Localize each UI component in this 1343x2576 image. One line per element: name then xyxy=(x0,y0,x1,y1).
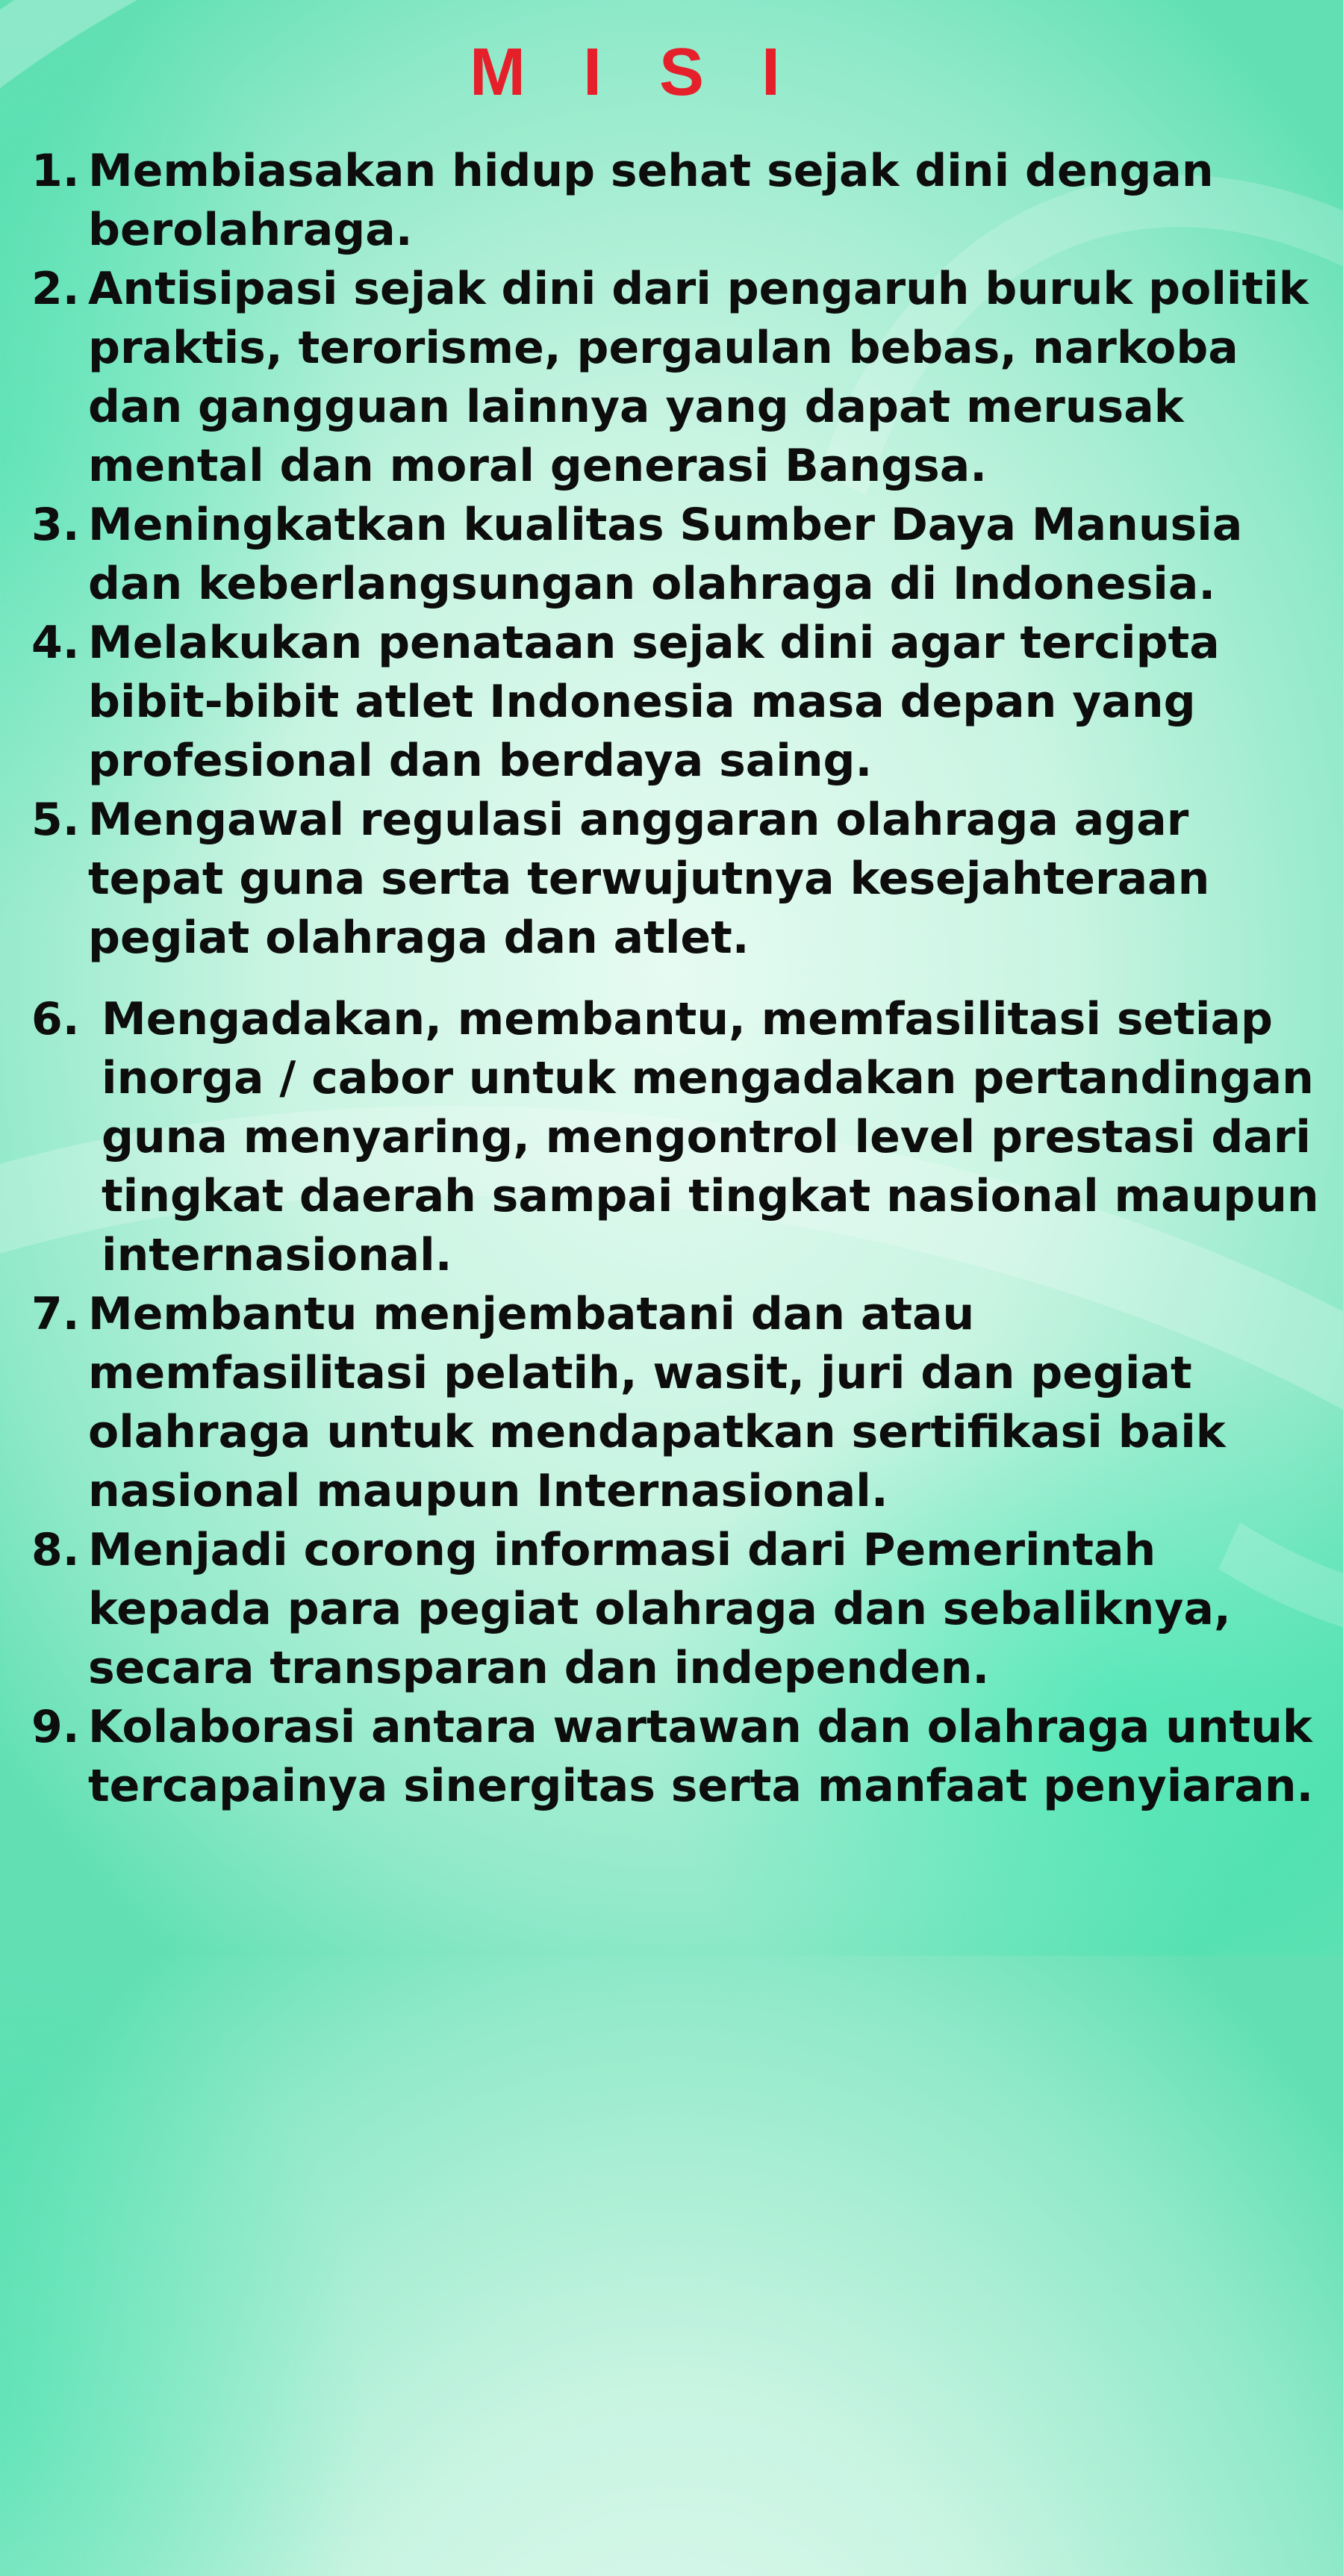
mission-item-4 xyxy=(0,614,1343,791)
mission-text: Melakukan penataan sejak dini agar tercipta bibit-bibit atlet Indonesia masa depan yang profesional dan berdaya saing. xyxy=(88,617,1220,787)
mission-text: Kolaborasi antara wartawan dan olahraga untuk tercapainya sinergitas serta manfaat penyiaran. xyxy=(88,1701,1314,1812)
mission-list xyxy=(0,142,1343,1816)
page-title: M I S I xyxy=(469,35,800,110)
mission-item-1 xyxy=(0,142,1343,260)
mission-number: 3. xyxy=(31,499,80,551)
mission-text: Antisipasi sejak dini dari pengaruh buruk politik praktis, terorisme, pergaulan bebas, narkoba dan gangguan lainnya yang dapat merusak mental dan moral generasi Bangsa. xyxy=(88,263,1309,492)
mission-item-3 xyxy=(0,496,1343,614)
mission-item-9 xyxy=(0,1698,1343,1816)
mission-text: Mengawal regulasi anggaran olahraga agar tepat guna serta terwujutnya kesejahteraan pegiat olahraga dan atlet. xyxy=(88,794,1210,964)
mission-number: 5. xyxy=(31,794,80,846)
mission-item-5 xyxy=(0,791,1343,968)
mission-number: 9. xyxy=(31,1701,80,1753)
mission-item-7 xyxy=(0,1285,1343,1521)
mission-item-8 xyxy=(0,1521,1343,1698)
mission-number: 2. xyxy=(31,263,80,315)
mission-number: 7. xyxy=(31,1288,80,1340)
mission-number: 4. xyxy=(31,617,80,669)
mission-number: 6. xyxy=(31,993,80,1045)
mission-number: 8. xyxy=(31,1524,80,1576)
mission-text: Meningkatkan kualitas Sumber Daya Manusia dan keberlangsungan olahraga di Indonesia. xyxy=(88,499,1243,610)
mission-item-2 xyxy=(0,260,1343,496)
mission-text: Mengadakan, membantu, memfasilitasi setiap inorga / cabor untuk mengadakan pertandingan guna menyaring, mengontrol level prestasi dari tingkat daerah sampai tingkat nasional maupun internasional. xyxy=(102,993,1319,1281)
mission-number: 1. xyxy=(31,145,80,197)
mission-text: Membantu menjembatani dan atau memfasilitasi pelatih, wasit, juri dan pegiat olahraga untuk mendapatkan sertifikasi baik nasional maupun Internasional. xyxy=(88,1288,1226,1517)
mission-text: Membiasakan hidup sehat sejak dini dengan berolahraga. xyxy=(88,145,1214,256)
mission-text: Menjadi corong informasi dari Pemerintah kepada para pegiat olahraga dan sebaliknya, secara transparan dan independen. xyxy=(88,1524,1231,1694)
mission-item-6 xyxy=(0,990,1343,1285)
